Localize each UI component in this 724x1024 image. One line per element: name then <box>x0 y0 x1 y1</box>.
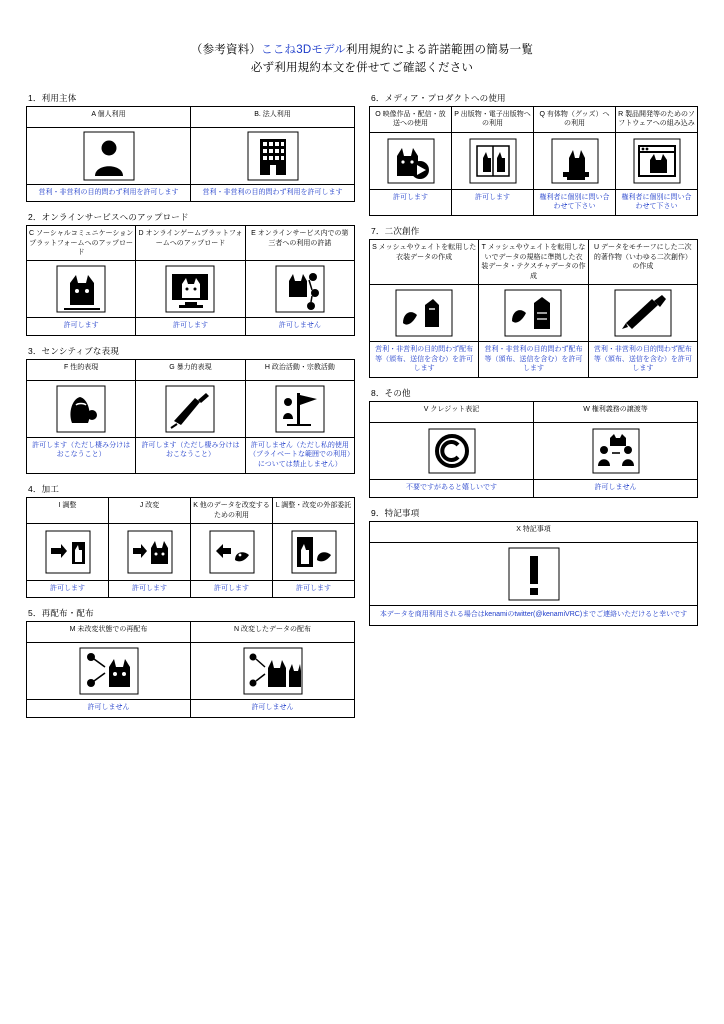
item-code: W 権利義務の譲渡等 <box>583 406 648 414</box>
section-9 <box>369 507 698 626</box>
table-cell <box>136 261 245 318</box>
monitor-cat-icon <box>136 261 244 317</box>
table-cell <box>27 261 136 318</box>
table-cell <box>191 524 273 581</box>
table-row <box>27 359 355 380</box>
table-row <box>370 521 698 542</box>
distribute-modified-icon <box>191 643 354 699</box>
table-row <box>370 189 698 216</box>
table-cell <box>479 240 588 285</box>
section-3-table <box>26 359 355 474</box>
section-7-heading: 7．二次創作 <box>371 226 420 237</box>
item-note: 不要ですがあると嬉しいです <box>406 484 497 492</box>
table-cell <box>588 285 697 342</box>
item-note: 許可しません <box>87 704 130 712</box>
item-code: C ソーシャルコミュニケーションプラットフォームへのアップロード <box>29 230 134 256</box>
table-cell <box>191 643 355 700</box>
table-cell <box>109 498 191 524</box>
redistribute-icon <box>27 643 190 699</box>
content-columns <box>0 78 724 727</box>
table-cell <box>273 524 355 581</box>
table-cell <box>452 189 534 216</box>
item-note: 営利・非営利の目的問わず利用を許可します <box>202 188 343 196</box>
table-row <box>27 700 355 717</box>
item-note: 許可します <box>393 193 428 201</box>
item-code: Q 有体物（グッズ）への利用 <box>539 110 610 128</box>
political-icon <box>246 381 354 437</box>
table-cell <box>191 127 355 184</box>
adjust-icon <box>27 524 108 580</box>
table-cell <box>136 318 245 335</box>
share-icon <box>246 261 354 317</box>
item-code: I 調整 <box>58 502 77 510</box>
item-code: R 製品開発等のためのソフトウェアへの組み込み <box>618 110 695 128</box>
table-row <box>27 261 355 318</box>
item-note: 許可します <box>296 585 331 592</box>
table-row <box>27 622 355 643</box>
table-row <box>370 285 698 342</box>
table-cell <box>245 437 354 473</box>
table-row <box>370 605 698 625</box>
table-cell <box>370 132 452 189</box>
section-4-table <box>26 497 355 598</box>
section-6-heading: 6．メディア・プロダクトへの使用 <box>371 92 506 103</box>
item-code: N 改変したデータの配布 <box>234 626 311 634</box>
item-note: 許可します <box>132 585 167 592</box>
table-row <box>27 437 355 473</box>
item-code: D オンラインゲームプラットフォームへのアップロード <box>138 230 243 247</box>
table-row <box>27 226 355 261</box>
item-code: V クレジット表記 <box>423 406 480 414</box>
table-row <box>370 240 698 285</box>
table-cell <box>136 380 245 437</box>
table-cell <box>27 437 136 473</box>
item-note: 許可しません（ただし私的使用（プライベートな範囲での利用）については禁止しません） <box>249 441 351 468</box>
document-title <box>0 0 724 78</box>
table-cell <box>479 342 588 378</box>
item-note: 許可します（ただし棲み分けはおこなうこと） <box>32 441 131 459</box>
table-cell <box>616 189 698 216</box>
section-3-heading: 3．センシティブな表現 <box>28 345 120 356</box>
table-cell <box>245 359 354 380</box>
video-play-icon <box>370 133 451 189</box>
item-code: X 特記事項 <box>516 525 551 533</box>
section-3 <box>26 345 355 474</box>
section-9-table <box>369 521 698 626</box>
table-cell <box>370 402 534 423</box>
section-2-heading: 2．オンラインサービスへのアップロード <box>28 212 189 223</box>
table-cell <box>370 423 534 480</box>
item-code: H 政治活動・宗教活動 <box>264 363 335 371</box>
table-cell <box>370 240 479 285</box>
knife-icon <box>136 381 244 437</box>
title-suffix: 利用規約による許諾範囲の簡易一覧 <box>345 44 534 56</box>
table-cell <box>370 106 452 132</box>
table-cell <box>370 480 534 497</box>
table-cell <box>479 285 588 342</box>
table-row <box>370 480 698 497</box>
title-highlight: ここね3Dモデル <box>261 44 346 56</box>
table-row <box>370 542 698 605</box>
table-cell <box>136 359 245 380</box>
table-cell <box>370 342 479 378</box>
table-cell <box>27 106 191 127</box>
table-cell <box>27 318 136 335</box>
software-icon <box>616 133 697 189</box>
section-2 <box>26 211 355 336</box>
table-row <box>27 643 355 700</box>
section-5 <box>26 607 355 717</box>
item-code: B. 法人利用 <box>254 110 291 118</box>
table-cell <box>370 542 698 605</box>
table-cell <box>534 402 698 423</box>
item-code: A 個人利用 <box>91 110 126 118</box>
transfer-icon <box>534 423 697 479</box>
table-cell <box>452 132 534 189</box>
table-row <box>370 132 698 189</box>
table-cell <box>27 581 109 598</box>
sexual-expression-icon <box>27 381 135 437</box>
table-cell <box>27 622 191 643</box>
table-cell <box>109 581 191 598</box>
item-note: 権利者に個別に問い合わせて下さい <box>621 193 692 210</box>
costume-data-icon <box>370 285 478 341</box>
item-code: S メッシュやウェイトを転用した衣装データの作成 <box>372 244 477 261</box>
table-cell <box>27 643 191 700</box>
table-cell <box>588 240 697 285</box>
section-6-table <box>369 106 698 217</box>
item-note: 営利・非営利の目的問わず配布等（頒布、送信を含む）を許可します <box>593 346 692 372</box>
table-row <box>27 318 355 335</box>
section-1-heading: 1．利用主体 <box>28 92 77 103</box>
copyright-icon <box>370 423 533 479</box>
item-note: 営利・非営利の目的問わず利用を許可します <box>38 188 179 196</box>
table-row <box>27 127 355 184</box>
section-5-heading: 5．再配布・配布 <box>28 608 94 619</box>
table-row <box>27 524 355 581</box>
item-code: T メッシュやウェイトを転用しないでデータの規格に準拠した衣装データ・テクスチャデータの作成 <box>481 244 586 280</box>
section-8-heading: 8．その他 <box>371 388 411 399</box>
table-cell <box>534 189 616 216</box>
section-8 <box>369 387 698 497</box>
item-code: J 改変 <box>139 502 160 510</box>
table-cell <box>191 184 355 201</box>
avatar-upload-icon <box>27 261 135 317</box>
table-cell <box>245 380 354 437</box>
section-9-heading: 9．特記事項 <box>371 507 420 518</box>
outsource-icon <box>273 524 354 580</box>
other-data-icon <box>191 524 272 580</box>
table-row <box>27 106 355 127</box>
person-icon <box>27 128 190 184</box>
table-cell <box>191 622 355 643</box>
table-cell <box>27 498 109 524</box>
table-cell <box>245 261 354 318</box>
item-code: U データをモチーフにした二次的著作物（いわゆる二次創作）の作成 <box>593 244 692 271</box>
table-cell <box>273 581 355 598</box>
table-cell <box>588 342 697 378</box>
table-cell <box>534 480 698 497</box>
table-cell <box>370 189 452 216</box>
section-6 <box>369 92 698 217</box>
item-note: 許可します <box>475 193 510 201</box>
item-code: F 性的表現 <box>64 363 99 371</box>
item-code: G 暴力的表現 <box>169 363 212 371</box>
exclamation-icon <box>370 543 697 605</box>
table-row <box>370 342 698 378</box>
table-cell <box>534 106 616 132</box>
item-note: 権利者に個別に問い合わせて下さい <box>539 193 610 210</box>
texture-data-icon <box>479 285 587 341</box>
section-8-table <box>369 401 698 497</box>
table-cell <box>534 423 698 480</box>
table-cell <box>136 226 245 261</box>
section-1-table <box>26 106 355 202</box>
table-cell <box>245 318 354 335</box>
table-cell <box>616 106 698 132</box>
publication-icon <box>452 133 533 189</box>
item-note: 許可しません <box>594 484 637 492</box>
table-cell <box>27 226 136 261</box>
table-cell <box>27 380 136 437</box>
item-note: 許可します <box>50 585 85 592</box>
item-code: M 未改変状態での再配布 <box>69 626 148 634</box>
table-cell <box>27 700 191 717</box>
item-code: E オンラインサービス内での第三者への利用の許諾 <box>251 230 349 247</box>
section-5-table <box>26 621 355 717</box>
item-note: 営利・非営利の目的問わず配布等（頒布、送信を含む）を許可します <box>484 346 583 372</box>
item-note: 営利・非営利の目的問わず配布等（頒布、送信を含む）を許可します <box>375 346 474 372</box>
title-line-1 <box>0 42 724 60</box>
table-cell <box>191 581 273 598</box>
item-note: 許可しません <box>278 322 321 330</box>
table-cell <box>27 127 191 184</box>
table-cell <box>616 132 698 189</box>
table-cell <box>534 132 616 189</box>
right-column <box>369 92 698 727</box>
section-7 <box>369 225 698 378</box>
table-cell <box>273 498 355 524</box>
item-note: 許可します（ただし棲み分けはおこなうこと） <box>141 441 240 459</box>
table-row <box>370 106 698 132</box>
left-column <box>26 92 355 727</box>
table-row <box>370 423 698 480</box>
table-cell <box>27 184 191 201</box>
item-code: L 調整・改変の外部委託 <box>275 502 352 510</box>
table-row <box>370 402 698 423</box>
table-cell <box>191 498 273 524</box>
table-row <box>27 581 355 598</box>
item-note: 許可します <box>172 322 208 330</box>
table-cell <box>370 605 698 625</box>
table-cell <box>370 285 479 342</box>
item-code: O 映像作品・配信・放送への使用 <box>375 110 446 128</box>
table-cell <box>191 700 355 717</box>
modify-icon <box>109 524 190 580</box>
item-code: K 他のデータを改変するための利用 <box>193 502 270 519</box>
item-code: P 出版物・電子出版物への利用 <box>454 110 531 128</box>
title-prefix: （参考資料） <box>190 44 262 56</box>
table-cell <box>191 106 355 127</box>
section-1 <box>26 92 355 202</box>
table-cell <box>370 521 698 542</box>
goods-icon <box>534 133 615 189</box>
section-2-table <box>26 225 355 336</box>
brush-icon <box>589 285 697 341</box>
item-note: 許可しません <box>251 704 294 712</box>
title-line-2: 必ず利用規約本文を併せてご確認ください <box>250 61 474 74</box>
table-row <box>27 184 355 201</box>
section-7-table <box>369 239 698 378</box>
table-row <box>27 380 355 437</box>
item-note: 本データを商用利用される場合はkenamiのtwitter(@kenamiVRC)までご連絡いただけると幸いです <box>379 610 688 618</box>
table-cell <box>452 106 534 132</box>
table-cell <box>109 524 191 581</box>
table-cell <box>27 524 109 581</box>
table-cell <box>136 437 245 473</box>
section-4 <box>26 483 355 598</box>
section-4-heading: 4．加工 <box>28 484 60 495</box>
table-row <box>27 498 355 524</box>
table-cell <box>27 359 136 380</box>
item-note: 許可します <box>63 322 99 330</box>
table-cell <box>245 226 354 261</box>
building-icon <box>191 128 354 184</box>
item-note: 許可します <box>214 585 249 592</box>
